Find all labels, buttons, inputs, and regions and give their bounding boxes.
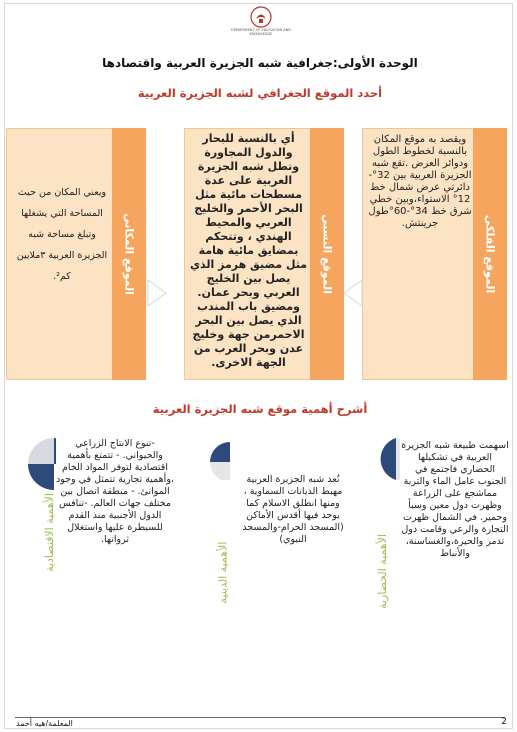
section-heading-location: أحدد الموقع الجغرافي لشبه الجزيرة العربية [137,86,383,100]
pie-marker-icon [20,436,56,492]
pie-marker-icon [366,436,400,482]
religious-importance-label: الأهمية الدينية [216,541,230,604]
logo-caption: DEPARTMENT OF EDUCATION AND KNOWLEDGE [231,28,291,36]
teacher-name: المعلمة/هيه أحمد [16,719,73,728]
economic-importance-label: الأهمية الاقتصادية [42,493,56,572]
page-title: الوحدة الأولى:جغرافية شبه الجزيرة العربية واقتصادها [102,56,418,70]
spatial-location-text: ويعني المكان من حيث المساحة التي يشغلها وتبلغ مساحة شبه الجزيرة العربية ٣ملايين كم². [16,187,108,282]
economic-importance-text: -تنوع الانتاج الزراعي والحيواني. - تتمتع بأهمية اقتصادية لتوفر المواد الخام ،وأهمية تجارية تتمثل في وجود الموانئ. - منطقة اتصال بين مختلف جهات العالم. -تنافس الدول الأجنبية منذ القدم للسيطرة عليها واستغلال ثرواتها. [56,438,174,545]
relative-location-tab: الموقع النسبي [310,128,344,380]
page-number: 2 [501,717,507,727]
civilizational-importance-text: اسهمت طبيعة شبه الجزيرة العربية في تشكيلها الحضاري فاجتمع في الجنوب عامل الماء والتربة مماشجع على الزراعة وظهرت دول معين وسبأ وحمير. في الشمال ظهرت التجارة والرعي وقامت دول تدمر والحيرة،والغساسنة، والأنباط [401,440,509,559]
ministry-logo [226,6,296,38]
spatial-location-tab: الموقع المكاني [112,128,146,380]
footer-divider [15,717,505,718]
arrow-left-icon [146,279,168,307]
emblem-icon [250,6,272,28]
astronomical-location-tab: الموقع الفلكي [473,128,507,380]
section-heading-importance: أشرح أهمية موقع شبه الجزيرة العربية [152,402,368,416]
arrow-left-icon [342,279,364,307]
astronomical-location-text: ويقصد به موقع المكان بالنسبة لخطوط الطول ودوائر العرض .تقع شبه الجزيرة العربية بين 32°-دائرتي عرض شمال خط 12° الاستواء،وبين خطي شرق خط 34°-60°طول جرينتش. [368,134,472,229]
relative-location-text: أي بالنسبة للبحار والدول المجاورة وتطل شبه الجزيرة العربية على عدة مسطحات مائية مثل البحر الأحمر والخليج العربي والمحيط الهندي ، وتتحكم بمضايق مائية هامة مثل مضيق هرمز الذي يصل بين الخليج العربي وبحر عمان. ومضيق باب المندب الذي يصل بين البحر الاحمرمن جهة وخليج عدن وبحر العرب من الجهة الاخرى. [189,132,308,369]
pie-marker-icon [200,440,234,480]
religious-importance-text: تُعد شبه الجزيرة العربية مهبط الديانات السماوية ، ومنها انطلق الاسلام كما يوجد فيها أقدس الأماكن (المسجد الحرام-والمسجد النبوي) [242,474,344,545]
civilizational-importance-label: الأهمية الحضارية [375,534,389,609]
